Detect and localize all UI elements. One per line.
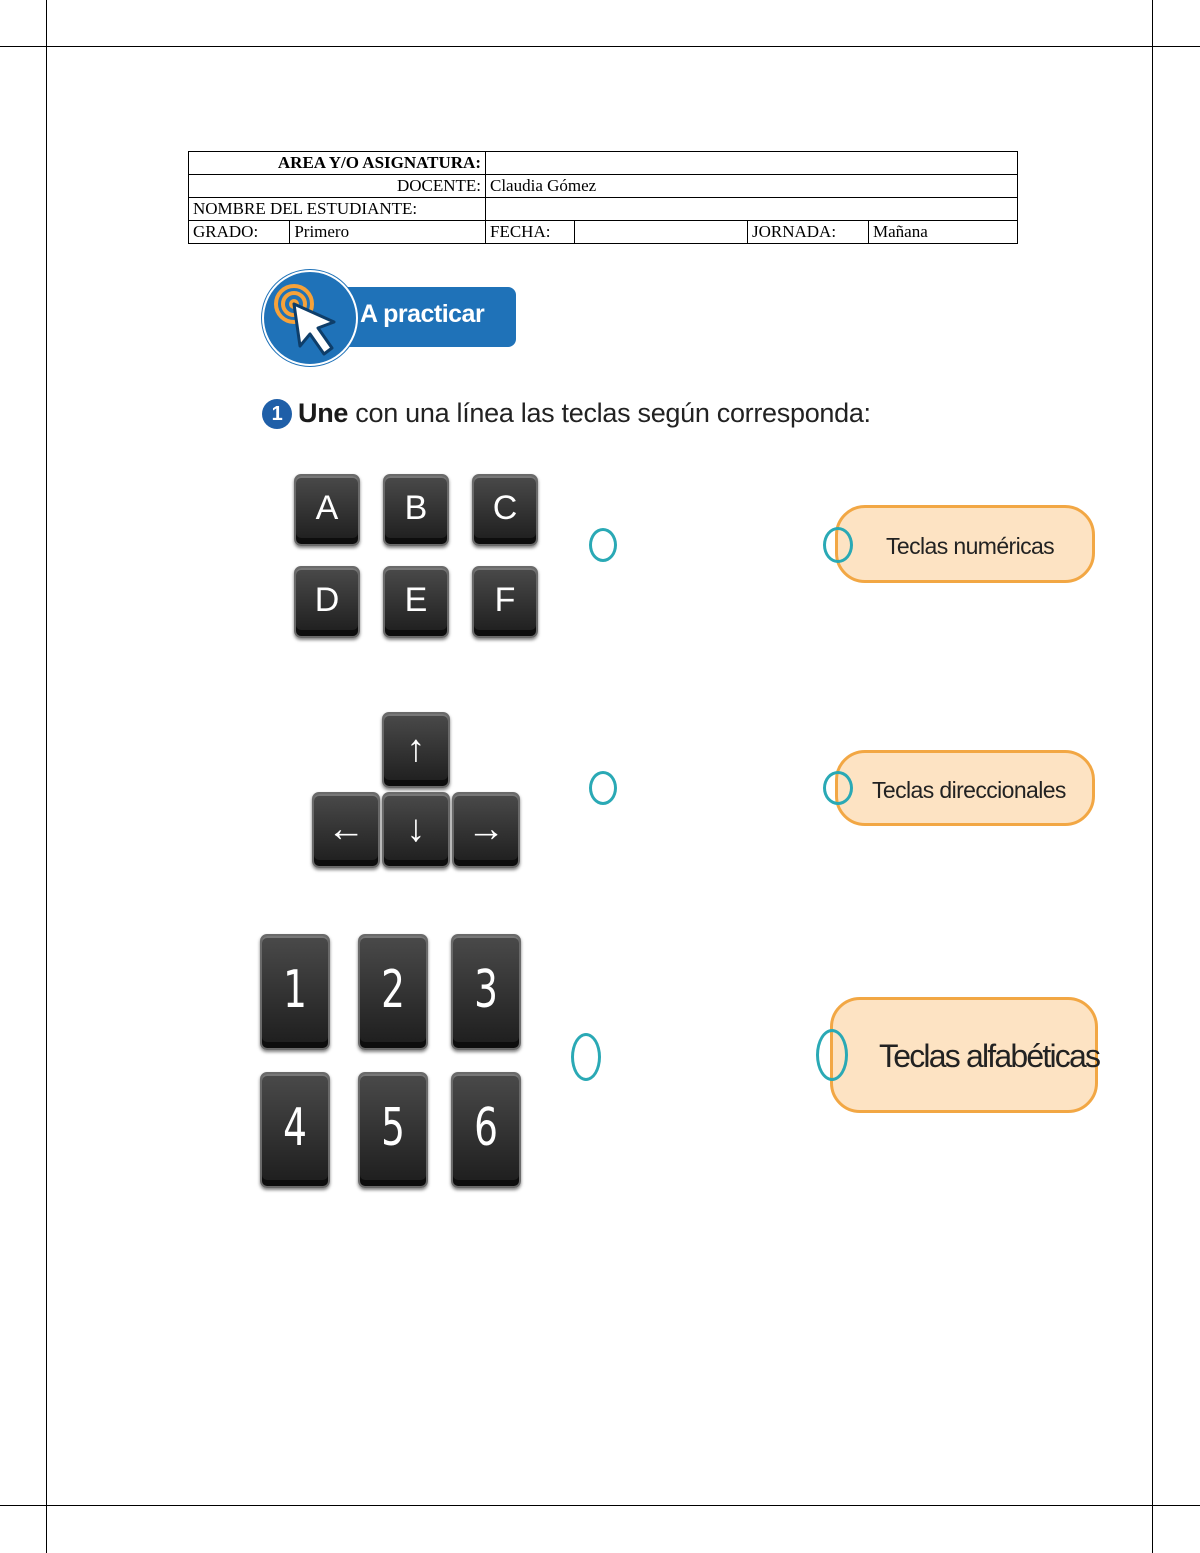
arrow-up-icon: ↑ xyxy=(406,728,426,770)
arrow-right-icon: → xyxy=(467,808,505,850)
label-teclas-numericas xyxy=(835,505,1095,583)
key-label: 5 xyxy=(381,1098,405,1158)
key-arrow-left xyxy=(312,792,380,868)
grado-field[interactable]: Primero xyxy=(290,221,486,244)
fecha-label: FECHA: xyxy=(486,221,575,244)
key-label: 2 xyxy=(381,960,405,1020)
key-label: 4 xyxy=(283,1098,307,1158)
key-6 xyxy=(451,1072,521,1188)
key-2 xyxy=(358,934,428,1050)
key-arrow-up xyxy=(382,712,450,788)
label-teclas-alfabeticas xyxy=(830,997,1098,1113)
connector-dot-arrows[interactable] xyxy=(589,771,617,805)
key-label: 1 xyxy=(283,960,307,1020)
key-arrow-down xyxy=(382,792,450,868)
key-1 xyxy=(260,934,330,1050)
label-text: Teclas alfabéticas xyxy=(879,1038,1100,1074)
crop-mark xyxy=(46,0,47,46)
crop-mark xyxy=(46,1506,47,1553)
fecha-field[interactable] xyxy=(575,221,748,244)
connector-dot-numericas[interactable] xyxy=(823,527,853,563)
area-field[interactable] xyxy=(486,152,1018,175)
jornada-field[interactable]: Mañana xyxy=(869,221,1018,244)
key-label: A xyxy=(315,489,339,527)
key-label: 3 xyxy=(474,960,498,1020)
key-c xyxy=(472,474,538,546)
crop-mark xyxy=(1152,1506,1153,1553)
label-text: Teclas direccionales xyxy=(872,777,1066,803)
label-teclas-direccionales xyxy=(835,750,1095,826)
key-e xyxy=(383,566,449,638)
connector-dot-letters[interactable] xyxy=(589,528,617,562)
crop-mark xyxy=(0,1505,46,1506)
crop-mark xyxy=(0,46,46,47)
key-3 xyxy=(451,934,521,1050)
exercise-number: 1 xyxy=(262,399,292,429)
key-label: B xyxy=(404,489,428,527)
key-label: F xyxy=(494,581,516,619)
grado-label: GRADO: xyxy=(189,221,290,244)
key-label: C xyxy=(492,489,518,527)
estudiante-label: NOMBRE DEL ESTUDIANTE: xyxy=(189,198,486,221)
docente-label: DOCENTE: xyxy=(189,175,486,198)
key-arrow-right xyxy=(452,792,520,868)
crop-mark xyxy=(1152,0,1153,46)
key-5 xyxy=(358,1072,428,1188)
badge-label: A practicar xyxy=(360,300,485,328)
key-d xyxy=(294,566,360,638)
docente-field[interactable]: Claudia Gómez xyxy=(486,175,1018,198)
header-info-table xyxy=(188,151,1018,244)
connector-dot-direccionales[interactable] xyxy=(823,771,853,805)
key-label: E xyxy=(404,581,428,619)
crop-mark xyxy=(1153,46,1200,47)
pointer-click-icon xyxy=(270,278,350,358)
instruction-text: con una línea las teclas según corresponda: xyxy=(348,398,871,428)
arrow-left-icon: ← xyxy=(327,808,365,850)
key-label: D xyxy=(314,581,340,619)
practice-badge xyxy=(262,270,518,366)
crop-mark xyxy=(1153,1505,1200,1506)
key-f xyxy=(472,566,538,638)
label-text: Teclas numéricas xyxy=(886,533,1055,559)
connector-dot-numbers[interactable] xyxy=(571,1033,601,1081)
key-label: 6 xyxy=(474,1098,498,1158)
connector-dot-alfabeticas[interactable] xyxy=(816,1029,848,1081)
key-a xyxy=(294,474,360,546)
estudiante-field[interactable] xyxy=(486,198,1018,221)
instruction-bold: Une xyxy=(298,398,349,428)
area-label: AREA Y/O ASIGNATURA: xyxy=(189,152,486,175)
exercise-instruction xyxy=(262,398,871,429)
key-4 xyxy=(260,1072,330,1188)
key-b xyxy=(383,474,449,546)
jornada-label: JORNADA: xyxy=(748,221,869,244)
arrow-down-icon: ↓ xyxy=(406,808,426,850)
